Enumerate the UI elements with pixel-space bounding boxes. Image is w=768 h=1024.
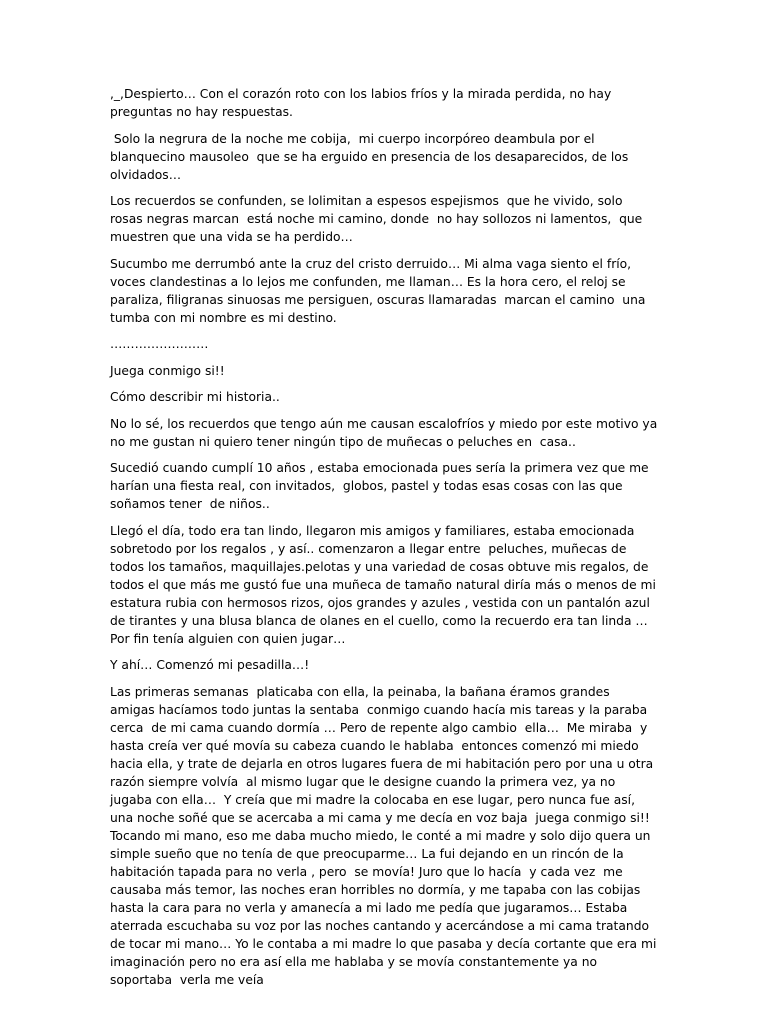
document-page	[110, 85, 664, 989]
paragraph-separator: ……………………	[110, 337, 209, 351]
paragraph-dont-know: No lo sé, los recuerdos que tengo aún me causan escalofríos y miedo por este motivo ya no me gustan ni quiero tener ningún tipo de muñecas o peluches en casa..	[110, 416, 662, 449]
paragraph-how-describe: Cómo describir mi historia..	[110, 390, 280, 404]
paragraph-cross: Sucumbo me derrumbó ante la cruz del cristo derruido… Mi alma vaga siento el frío, voces clandestinas a lo lejos me confunden, me llaman… Es la hora cero, el reloj se paraliza, filigranas sinuosas me persiguen, oscuras llamaradas marcan el camino una tumba con mi nombre es mi destino.	[110, 256, 650, 325]
story-title: Juega conmigo si!!	[110, 363, 225, 378]
paragraph-intro: ,_,Despierto… Con el corazón roto con los labios fríos y la mirada perdida, no hay preguntas no hay respuestas.	[110, 87, 616, 119]
paragraph-memories: Los recuerdos se confunden, se lolimitan a espesos espejismos que he vivido, solo rosas negras marcan está noche mi camino, donde no hay sollozos ni lamentos, que muestren que una vida se ha perdido…	[110, 194, 651, 244]
paragraph-first-weeks: Las primeras semanas platicaba con ella, la peinaba, la bañana éramos grandes amigas hacíamos todo juntas la sentaba conmigo cuando hacía mis tareas y la paraba cerca de mi cama cuando dormía … Pero de repente algo cambio ella… Me miraba y hasta creía ver qué movía su cabeza cuando le hablaba entonces comenzó mi miedo hacia ella, y trate de dejarla en otros lugares fuera de mi habitación pero por una u otra razón siempre volvía al mismo lugar que le designe cuando la primera vez, ya no jugaba con ella… Y creía que mi madre la colocaba en ese lugar, pero nunca fue así, una noche soñé que se acercaba a mi cama y me decía en voz baja juega conmigo si!! Tocando mi mano, eso me daba mucho miedo, le conté a mi madre y solo dijo quera un simple sueño que no tenía de que preocuparme… La fui dejando en un rincón de la habitación tapada para no verla , pero se movía! Juro que lo hacía y cada vez me causaba más temor, las noches eran horribles no dormía, y me tapaba con las cobijas hasta la cara para no verla y amanecía a mi lado me pedía que jugaramos… Estaba aterrada escuchaba su voz por las noches cantando y acercándose a mi cama tratando de tocar mi mano… Yo le contaba a mi madre lo que pasaba y decía cortante que era mi imaginación pero no era así ella me hablaba y se movía constantemente ya no soportaba verla me veía	[110, 684, 661, 987]
paragraph-gifts: Llegó el día, todo era tan lindo, llegaron mis amigos y familiares, estaba emocionada sobretodo por los regalos , y así.. comenzaron a llegar entre peluches, muñecas de todos los tamaños, maquillajes.pelotas y una variedad de cosas obtuve mis regalos, de todos el que más me gustó fue una muñeca de tamaño natural diría más o menos de mi estatura rubia con hermosos rizos, ojos grandes y azules , vestida con un pantalón azul de tirantes y una blusa blanca de olanes en el cuello, como la recuerdo era tan linda … Por fin tenía alguien con quien jugar…	[110, 523, 664, 646]
paragraph-birthday: Sucedió cuando cumplí 10 años , estaba emocionada pues sería la primera vez que me harían una fiesta real, con invitados, globos, pastel y todas esas cosas con las que soñamos tener de niños..	[110, 461, 653, 511]
paragraph-night: Solo la negrura de la noche me cobija, mi cuerpo incorpóreo deambula por el blanquecino mausoleo que se ha erguido en presencia de los desaparecidos, de los olvidados…	[110, 131, 633, 182]
paragraph-nightmare: Y ahí… Comenzó mi pesadilla…!	[110, 658, 310, 672]
